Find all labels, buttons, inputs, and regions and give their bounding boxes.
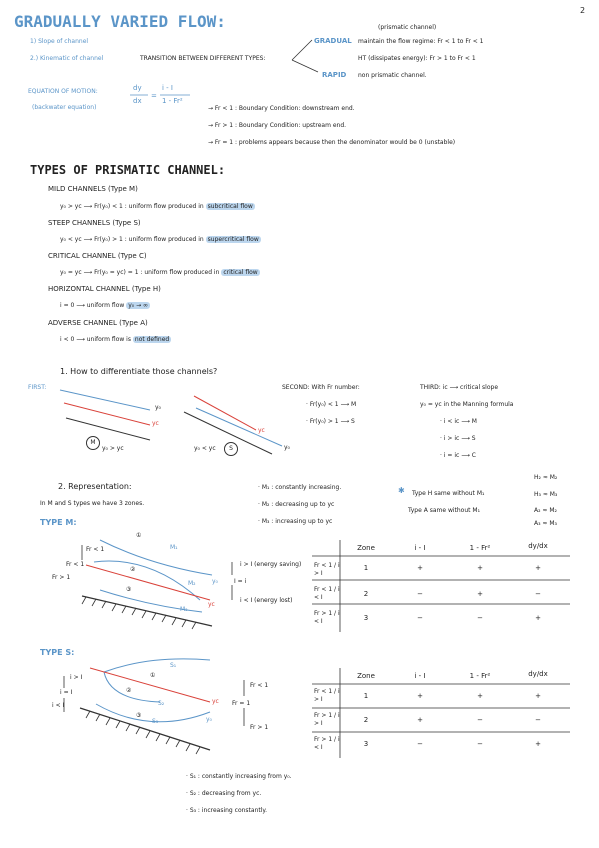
type-mild: MILD CHANNELS (Type M) [48, 185, 138, 193]
ts-h-zone: Zone [357, 672, 375, 680]
tm-r2-b: + [477, 590, 483, 598]
types-s1-desc: · S₁ : constantly increasing from y₀. [186, 773, 292, 780]
diff-second-b: · Fr(y₀) > 1 ⟶ S [306, 418, 355, 425]
types-i-eq: i = I [60, 689, 73, 696]
type-m-label: TYPE M: [40, 518, 77, 527]
types-zone2: ② [126, 687, 132, 694]
prismatic-note: (prismatic channel) [378, 24, 437, 31]
gradual-desc: maintain the flow regime: Fr < 1 to Fr < 1 [358, 38, 484, 45]
ts-r3-cond: Fr > 1 / i < I [314, 736, 340, 751]
representation-heading: 2. Representation: [58, 482, 132, 491]
typem-fr-gt: Fr > 1 [52, 574, 71, 581]
intro-kinematic: 2.) Kinematic of channel [30, 55, 104, 62]
differentiate-heading: 1. How to differentiate those channels? [60, 367, 218, 376]
ts-r3-b: − [477, 740, 483, 748]
typem-zone3: ③ [126, 586, 132, 593]
ts-r2-a: + [417, 716, 423, 724]
types-fr-lt: Fr < 1 [250, 682, 269, 689]
rapid-desc: non prismatic channel. [358, 72, 427, 79]
tm-r3-c: + [535, 614, 541, 622]
type-critical-eq: y₀ = yc ⟶ Fr(y₀ = yc) = 1 : uniform flow produced in critical flow [60, 269, 258, 276]
diff-second: SECOND: With Fr number: [282, 384, 360, 391]
diff-second-a: · Fr(y₀) < 1 ⟶ M [306, 401, 357, 408]
typem-iI-lt: i < I (energy lost) [240, 597, 293, 604]
intro-transition: TRANSITION BETWEEN DIFFERENT TYPES: [140, 55, 266, 62]
ts-r3-zone: 3 [363, 740, 369, 748]
gradual-desc2: HT (dissipates energy): Fr > 1 to Fr < 1 [358, 55, 476, 62]
tm-r1-a: + [417, 564, 423, 572]
typem-zone1: ① [136, 532, 142, 539]
type-steep: STEEP CHANNELS (Type S) [48, 219, 141, 227]
typem-fr-lt2: Fr < 1 [66, 561, 85, 568]
typem-m3: M₃ [180, 606, 188, 613]
rep-h2: H₂ ≈ M₂ [534, 474, 558, 481]
eq-case1: → Fr < 1 : Boundary Condition: downstream end. [208, 105, 355, 112]
type-horizontal: HORIZONTAL CHANNEL (Type H) [48, 285, 161, 293]
page-title: GRADUALLY VARIED FLOW: [14, 12, 226, 31]
eq-case2: → Fr > 1 : Boundary Condition: upstream end. [208, 122, 347, 129]
diff-third-b: · i > ic ⟶ S [440, 435, 476, 442]
typem-fr-lt: Fr < 1 [86, 546, 105, 553]
eq-lhs-num: dy [133, 84, 142, 92]
types-yc: yc [212, 698, 219, 705]
type-horizontal-eq: i = 0 ⟶ uniform flow y₀ → ∞ [60, 302, 148, 309]
ts-r2-c: − [535, 716, 541, 724]
eq-lhs-den: dx [133, 97, 142, 105]
representation-sub: In M and S types we have 3 zones. [40, 500, 145, 507]
ts-h-iI: i - I [414, 672, 426, 680]
types-i-lt: i < I [52, 702, 65, 709]
types-s3: S₃ [152, 718, 159, 725]
rep-m3: · M₃ : increasing up to yc [258, 518, 333, 525]
tm-r3-cond: Fr > 1 / i < I [314, 610, 340, 625]
equation-label: EQUATION OF MOTION: [28, 88, 98, 95]
ts-r3-a: − [417, 740, 423, 748]
tm-h-fr: 1 - Fr² [469, 544, 491, 552]
rep-typeh: Type H same without M₁ [412, 490, 485, 497]
typem-zone2: ② [130, 566, 136, 573]
tm-h-zone: Zone [357, 544, 375, 552]
svg-text:=: = [151, 92, 157, 100]
ts-r1-zone: 1 [363, 692, 369, 700]
typem-iI-eq: I = i [234, 578, 247, 585]
types-s1: S₁ [170, 662, 177, 669]
tm-r2-zone: 2 [363, 590, 369, 598]
tm-h-dydx: dy/dx [528, 542, 548, 550]
gradual-label: GRADUAL [314, 37, 352, 45]
types-y0: y₀ [206, 716, 212, 723]
equation-sub: (backwater equation) [32, 104, 97, 111]
typem-y0: y₀ [212, 578, 218, 585]
diff-third: THIRD: ic ⟶ critical slope [420, 384, 499, 391]
ts-h-dydx: dy/dx [528, 670, 548, 678]
tm-r3-b: − [477, 614, 483, 622]
diff-third-sub: y₀ = yc in the Manning formula [420, 401, 514, 408]
typem-iI-gt: i > I (energy saving) [240, 561, 302, 568]
ts-r1-b: + [477, 692, 483, 700]
ts-r2-zone: 2 [363, 716, 369, 724]
intro-slope: 1) Slope of channel [30, 38, 89, 45]
type-adverse: ADVERSE CHANNEL (Type A) [48, 319, 148, 327]
types-zone1: ① [150, 672, 156, 679]
typem-m1: M₁ [170, 544, 178, 551]
ts-r2-cond: Fr > 1 / i > I [314, 712, 340, 727]
type-critical: CRITICAL CHANNEL (Type C) [48, 252, 147, 260]
d1-relation: y₀ > yc [102, 445, 124, 452]
eq-case3: → Fr = 1 : problems appears because then the denominator would be 0 (unstable) [208, 139, 456, 146]
types-heading: TYPES OF PRISMATIC CHANNEL: [30, 163, 226, 177]
tm-r2-a: − [417, 590, 423, 598]
tm-r3-a: − [417, 614, 423, 622]
types-fr-eq: Fr = 1 [232, 700, 251, 707]
typem-m2: M₂ [188, 580, 196, 587]
tm-h-iI: i - I [414, 544, 426, 552]
rep-h3: H₃ ≈ M₃ [534, 491, 558, 498]
tm-r3-zone: 3 [363, 614, 369, 622]
d2-yc-label: yc [258, 427, 265, 434]
type-s-label: TYPE S: [40, 648, 75, 657]
type-steep-eq: y₀ < yc ⟶ Fr(y₀) > 1 : uniform flow produced in supercritical flow [60, 236, 259, 243]
ts-r1-cond: Fr < 1 / i > I [314, 688, 340, 703]
rep-typea: Type A same without M₁ [408, 507, 480, 514]
tm-r1-zone: 1 [363, 564, 369, 572]
d2-circle: S [224, 442, 238, 456]
ts-r3-c: + [535, 740, 541, 748]
ts-r1-c: + [535, 692, 541, 700]
types-s3-desc: · S₃ : increasing constantly. [186, 807, 267, 814]
d1-yc-label: yc [152, 420, 159, 427]
rep-a2: A₂ ≈ M₂ [534, 507, 557, 514]
tm-r2-c: − [535, 590, 541, 598]
star-icon: ✱ [398, 486, 405, 495]
types-zone3: ③ [136, 712, 142, 719]
tm-r1-b: + [477, 564, 483, 572]
types-i-gt: i > I [70, 674, 83, 681]
ts-r1-a: + [417, 692, 423, 700]
d2-y0-label: y₀ [284, 444, 290, 451]
types-s2: S₂ [158, 700, 165, 707]
types-fr-gt: Fr > 1 [250, 724, 269, 731]
types-s2-desc: · S₂ : decreasing from yc. [186, 790, 262, 797]
eq-rhs-num: i - I [162, 84, 173, 92]
eq-rhs-den: 1 - Fr² [162, 97, 183, 105]
rep-m1: · M₁ : constantly increasing. [258, 484, 342, 491]
tm-r1-c: + [535, 564, 541, 572]
diff-first: FIRST: [28, 384, 47, 391]
diff-third-a: · i < ic ⟶ M [440, 418, 477, 425]
rep-m2: · M₂ : decreasing up to yc [258, 501, 335, 508]
ts-r2-b: − [477, 716, 483, 724]
diff-third-c: · i = ic ⟶ C [440, 452, 476, 459]
tm-r2-cond: Fr < 1 / i < I [314, 586, 340, 601]
d1-circle: M [86, 436, 100, 450]
d1-y0-label: y₀ [155, 404, 161, 411]
type-adverse-eq: i < 0 ⟶ uniform flow is not defined [60, 336, 170, 343]
ts-h-fr: 1 - Fr² [469, 672, 491, 680]
rep-a3: A₃ ≈ M₃ [534, 520, 557, 527]
rapid-label: RAPID [322, 71, 347, 79]
tm-r1-cond: Fr < 1 / i > I [314, 562, 340, 577]
typem-yc: yc [208, 601, 215, 608]
d2-relation: y₀ < yc [194, 445, 216, 452]
type-mild-eq: y₀ > yc ⟶ Fr(y₀) < 1 : uniform flow produced in subcritical flow [60, 203, 253, 210]
page-number: 2 [580, 6, 586, 15]
